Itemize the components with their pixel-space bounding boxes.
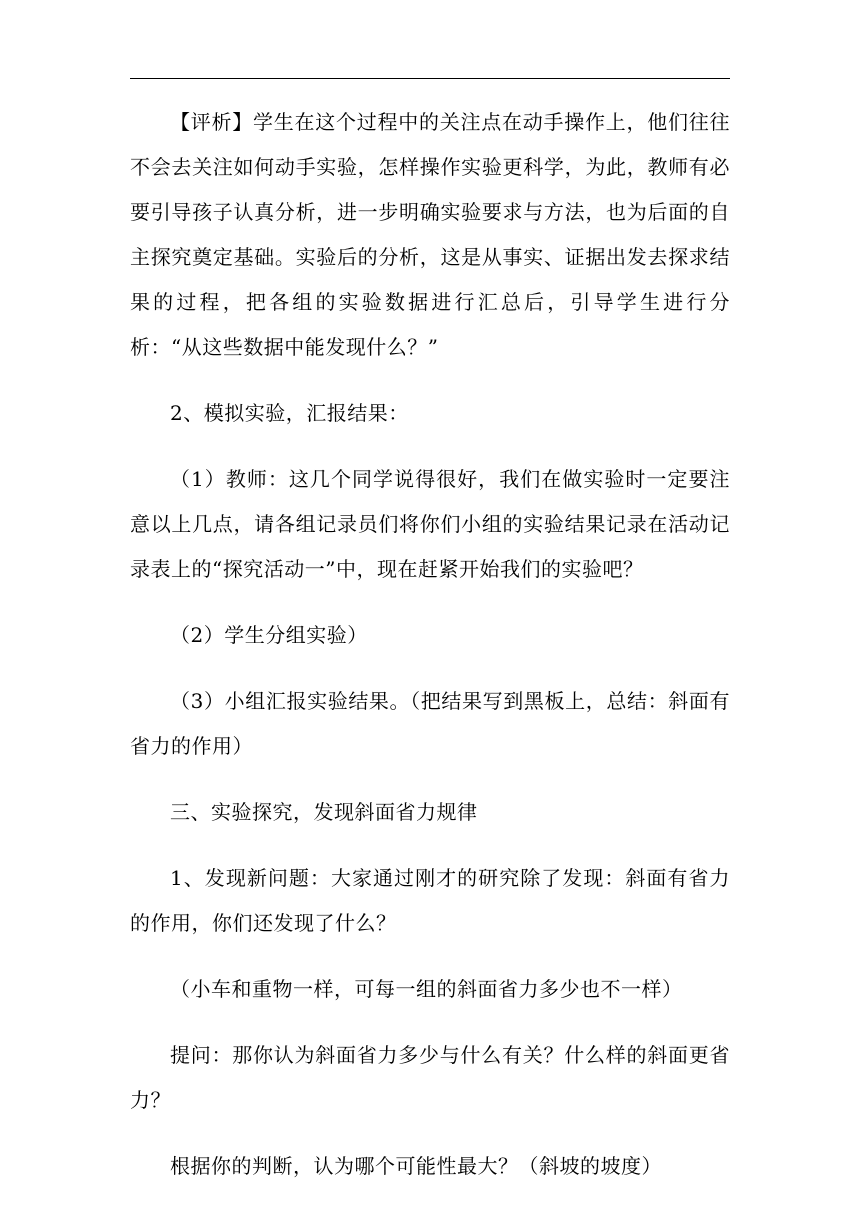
paragraph-new-question: 1、发现新问题：大家通过刚才的研究除了发现：斜面有省力的作用，你们还发现了什么？ bbox=[130, 866, 730, 935]
document-body bbox=[130, 100, 730, 1189]
section-heading-three: 三、实验探究，发现斜面省力规律 bbox=[170, 800, 478, 824]
paragraph-simulate-heading: 2、模拟实验，汇报结果： bbox=[170, 401, 409, 425]
paragraph-judgement: 根据你的判断，认为哪个可能性最大？（斜坡的坡度） bbox=[170, 1154, 662, 1178]
paragraph-group-report: （3）小组汇报实验结果。（把结果写到黑板上，总结：斜面有省力的作用） bbox=[130, 689, 730, 758]
paragraph-question: 提问：那你认为斜面省力多少与什么有关？什么样的斜面更省力？ bbox=[130, 1043, 730, 1112]
header-rule bbox=[130, 78, 730, 79]
paragraph-group-experiment: （2）学生分组实验） bbox=[170, 623, 368, 647]
paragraph-observation: （小车和重物一样，可每一组的斜面省力多少也不一样） bbox=[170, 977, 683, 1001]
paragraph-teacher: （1）教师：这几个同学说得很好，我们在做实验时一定要注意以上几点，请各组记录员们将你们小组的实验结果记录在活动记录表上的“探究活动一”中，现在赶紧开始我们的实验吧？ bbox=[130, 467, 730, 581]
paragraph-analysis: 【评析】学生在这个过程中的关注点在动手操作上，他们往往不会去关注如何动手实验，怎样操作实验更科学，为此，教师有必要引导孩子认真分析，进一步明确实验要求与方法，也为后面的自主探究奠定基础。实验后的分析，这是从事实、证据出发去探求结果的过程，把各组的实验数据进行汇总后，引导学生进行分析：“从这些数据中能发现什么？” bbox=[130, 110, 730, 359]
